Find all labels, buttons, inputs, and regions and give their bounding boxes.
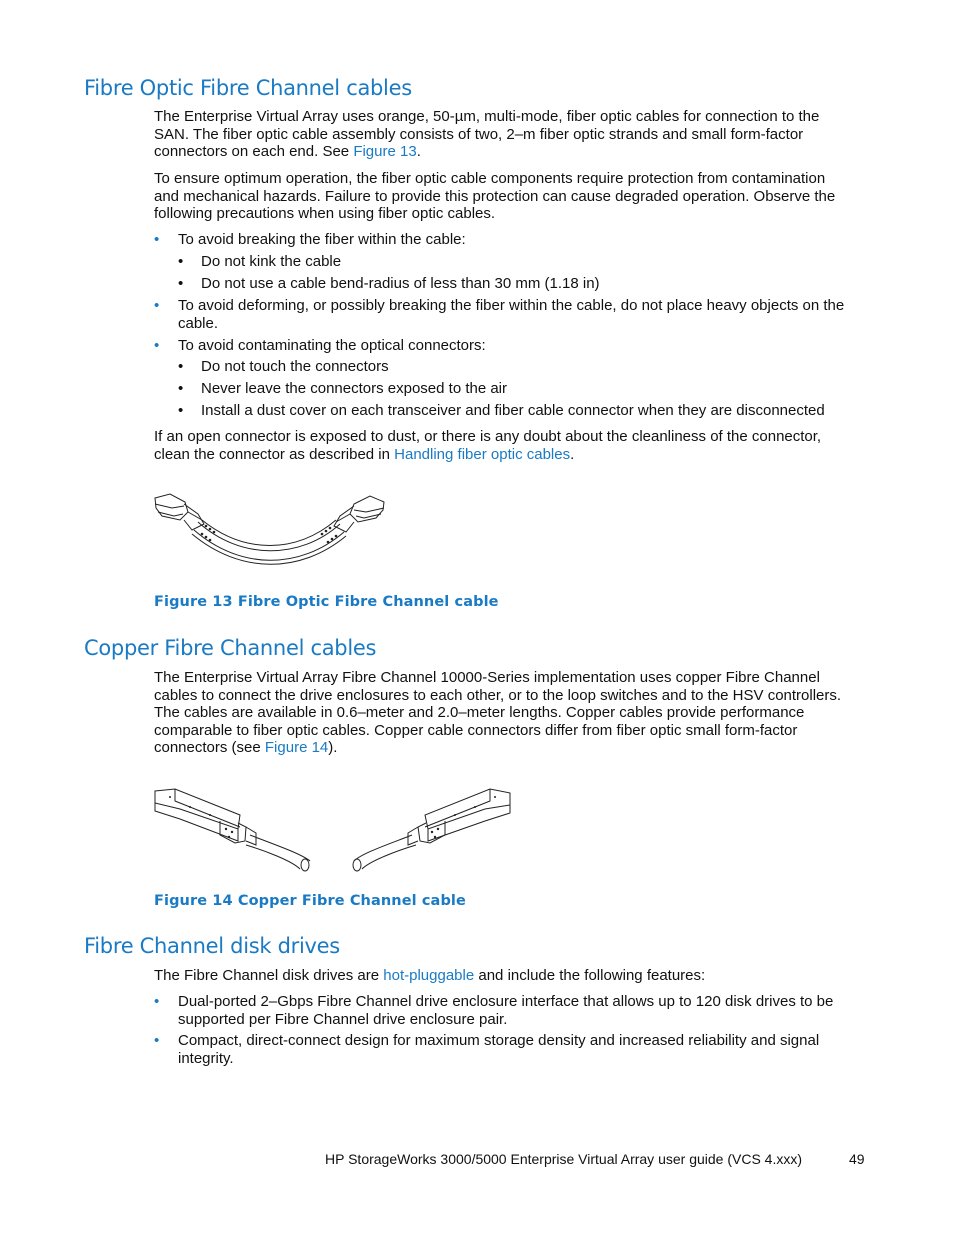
- bullet-icon: •: [178, 275, 184, 292]
- list-item-text: Dual-ported 2–Gbps Fibre Channel drive enclosure interface that allows up to 120 disk drives to be supported per Fibre Channel drive enclosure pair.: [178, 993, 834, 1028]
- list-item-text: Compact, direct-connect design for maximum storage density and increased reliability and signal integrity.: [178, 1032, 820, 1067]
- sub-list-item-text: Install a dust cover on each transceiver and fiber cable connector when they are disconnected: [201, 402, 825, 419]
- sub-list-item-text: Never leave the connectors exposed to the air: [201, 380, 508, 397]
- paragraph-text: and include the following features:: [474, 967, 706, 984]
- figure-13-caption: Figure 13 Fibre Optic Fibre Channel cable: [154, 594, 499, 610]
- section-heading-fibre-optic: Fibre Optic Fibre Channel cables: [84, 76, 412, 100]
- disk-drive-features-list: [154, 993, 854, 1067]
- section-heading-disk-drives: Fibre Channel disk drives: [84, 934, 340, 958]
- hot-pluggable-link[interactable]: hot-pluggable: [383, 967, 475, 984]
- paragraph-text: If an open connector is exposed to dust, or there is any doubt about the cleanliness of the connector, clean the connector as described in: [154, 428, 822, 463]
- list-item-text: To avoid deforming, or possibly breaking the fiber within the cable, do not place heavy objects on the cable.: [178, 297, 845, 332]
- bullet-icon: •: [154, 1032, 160, 1049]
- list-item: [154, 1032, 854, 1067]
- sub-list-item: [154, 358, 854, 376]
- footer-page-number: 49: [849, 1151, 865, 1167]
- bullet-icon: •: [178, 380, 184, 397]
- fibre-optic-cable-illustration: [150, 490, 390, 570]
- list-item: [154, 993, 854, 1028]
- sub-list-item-text: Do not kink the cable: [201, 253, 342, 270]
- figure-14-link[interactable]: Figure 14: [264, 739, 329, 756]
- list-item-text: To avoid breaking the fiber within the cable:: [178, 231, 466, 248]
- paragraph-text: The Fibre Channel disk drives are: [154, 967, 384, 984]
- paragraph-disk-drives-intro: [154, 967, 854, 985]
- bullet-icon: •: [178, 253, 184, 270]
- copper-cable-illustration: [150, 785, 515, 875]
- sub-list-item: [154, 402, 854, 420]
- bullet-icon: •: [178, 402, 184, 419]
- paragraph-precautions: To ensure optimum operation, the fiber optic cable components require protection from contamination and mechanical hazards. Failure to provide this protection can cause degraded operation. Observe the following precautions when using fiber optic cables.: [154, 170, 836, 222]
- list-item: [154, 337, 854, 355]
- list-item: [154, 297, 854, 332]
- paragraph-text: .: [416, 143, 421, 160]
- paragraph-text: The Enterprise Virtual Array uses orange, 50-µm, multi-mode, fiber optic cables for connection to the SAN. The fiber optic cable assembly consists of two, 2–m fiber optic strands and small form-factor connectors on each end. See: [154, 108, 820, 160]
- paragraph-fibre-optic-intro: [154, 108, 854, 161]
- footer-document-title: HP StorageWorks 3000/5000 Enterprise Virtual Array user guide (VCS 4.xxx): [325, 1151, 803, 1167]
- sub-list-item-text: Do not use a cable bend-radius of less than 30 mm (1.18 in): [201, 275, 600, 292]
- bullet-icon: •: [154, 297, 160, 314]
- figure-13-link[interactable]: Figure 13: [353, 143, 417, 160]
- paragraph-text: ).: [328, 739, 338, 756]
- paragraph-cleaning: [154, 428, 854, 463]
- figure-14-caption: Figure 14 Copper Fibre Channel cable: [154, 893, 466, 909]
- paragraph-text: .: [570, 445, 575, 463]
- bullet-icon: •: [154, 231, 160, 248]
- sub-list-item: [154, 275, 854, 293]
- sub-list-item: [154, 253, 854, 271]
- bullet-icon: •: [178, 358, 184, 375]
- sub-list-item-text: Do not touch the connectors: [201, 358, 389, 375]
- bullet-icon: •: [154, 336, 160, 354]
- handling-fiber-optic-cables-link[interactable]: Handling fiber optic cables: [394, 445, 571, 463]
- section-heading-copper: Copper Fibre Channel cables: [84, 636, 377, 660]
- sub-list-item: [154, 380, 854, 398]
- bullet-icon: •: [154, 993, 160, 1010]
- precautions-list: [154, 231, 854, 420]
- list-item-text: To avoid contaminating the optical connectors:: [178, 336, 486, 354]
- paragraph-copper-intro: [154, 669, 854, 757]
- list-item: [154, 231, 854, 249]
- paragraph-text: The Enterprise Virtual Array Fibre Channel 10000-Series implementation uses copper Fibre Channel cables to connect the drive enclosures to each other, or to the loop switches and to the HSV controllers. The cables are available in 0.6–meter and 2.0–meter lengths. Copper cables provide performance comparable to fiber optic cables. Copper cable connectors differ from fiber optic small form-factor connectors (see: [154, 669, 842, 756]
